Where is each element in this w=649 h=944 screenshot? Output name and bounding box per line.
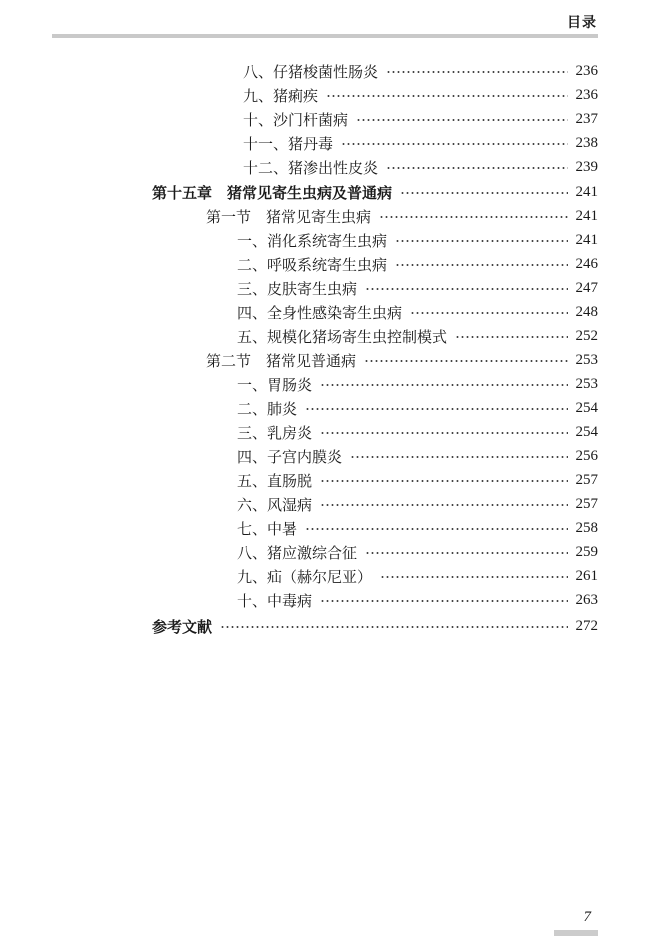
toc-entry-label: 二、肺炎 (237, 399, 298, 418)
toc-leader-dots (365, 552, 567, 554)
toc-leader-dots (395, 264, 567, 266)
toc-entry-label: 二、呼吸系统寄生虫病 (237, 255, 388, 274)
toc-entry-page-number: 253 (575, 375, 598, 392)
toc-leader-dots (320, 432, 567, 434)
toc-chapter-row[interactable] (152, 181, 598, 203)
toc-entry-row[interactable] (237, 565, 598, 587)
toc-entry-row[interactable] (237, 301, 598, 323)
toc-entry-row[interactable] (237, 229, 598, 251)
toc-entry-row[interactable] (237, 253, 598, 275)
toc-entry-row[interactable] (237, 469, 598, 491)
toc-entry-page-number: 239 (575, 158, 598, 175)
toc-entry-page-number: 258 (575, 519, 598, 536)
toc-entry-label: 十、沙门杆菌病 (243, 110, 349, 129)
toc-entry-row[interactable] (243, 108, 598, 130)
toc-leader-dots (320, 600, 567, 602)
toc-entry-page-number: 261 (575, 567, 598, 584)
toc-entry-row[interactable] (243, 60, 598, 82)
toc-entry-row[interactable] (237, 493, 598, 515)
toc-leader-dots (386, 71, 567, 73)
toc-entry-label: 第二节 猪常见普通病 (206, 351, 357, 370)
toc-entry-label: 五、直肠脱 (237, 471, 313, 490)
toc-entry-page-number: 254 (575, 399, 598, 416)
toc-entry-page-number: 256 (575, 447, 598, 464)
toc-entry-label: 八、仔猪梭菌性肠炎 (243, 62, 379, 81)
toc-entry-row[interactable] (237, 373, 598, 395)
toc-leader-dots (341, 143, 567, 145)
toc-entry-label: 五、规模化猪场寄生虫控制模式 (237, 327, 448, 346)
toc-entry-row[interactable] (237, 589, 598, 611)
toc-entry-row[interactable] (243, 84, 598, 106)
toc-section-row[interactable] (206, 205, 598, 227)
toc-leader-dots (320, 384, 567, 386)
toc-entry-page-number: 257 (575, 495, 598, 512)
toc-leader-dots (379, 216, 567, 218)
toc-leader-dots (455, 336, 567, 338)
toc-entry-page-number: 241 (575, 231, 598, 248)
toc-entry-page-number: 241 (575, 207, 598, 224)
toc-entry-label: 第一节 猪常见寄生虫病 (206, 207, 372, 226)
toc-entry-page-number: 272 (575, 617, 598, 634)
toc-leader-dots (364, 360, 567, 362)
toc-entry-row[interactable] (237, 445, 598, 467)
toc-leader-dots (305, 408, 567, 410)
toc-entry-label: 十一、猪丹毒 (243, 134, 334, 153)
toc-entry-label: 三、乳房炎 (237, 423, 313, 442)
toc-leader-dots (386, 167, 567, 169)
toc-entry-row[interactable] (237, 397, 598, 419)
toc-leader-dots (220, 626, 567, 628)
toc-entry-page-number: 257 (575, 471, 598, 488)
toc-leader-dots (356, 119, 567, 121)
toc-entry-page-number: 253 (575, 351, 598, 368)
toc-entry-page-number: 252 (575, 327, 598, 344)
toc-leader-dots (326, 95, 567, 97)
toc-leader-dots (380, 576, 567, 578)
toc-entry-label: 九、猪痢疾 (243, 86, 319, 105)
toc-entry-label: 一、消化系统寄生虫病 (237, 231, 388, 250)
toc-section-row[interactable] (206, 349, 598, 371)
toc-entry-label: 四、全身性感染寄生虫病 (237, 303, 403, 322)
toc-entry-label: 三、皮肤寄生虫病 (237, 279, 358, 298)
toc-entry-label: 九、疝（赫尔尼亚） (237, 567, 373, 586)
toc-entry-row[interactable] (237, 517, 598, 539)
toc-chapter-row[interactable] (152, 615, 598, 637)
toc-entry-label: 第十五章 猪常见寄生虫病及普通病 (152, 183, 393, 202)
toc-leader-dots (410, 312, 567, 314)
toc-entry-label: 四、子宫内膜炎 (237, 447, 343, 466)
toc-entry-page-number: 263 (575, 591, 598, 608)
toc-entry-label: 八、猪应激综合征 (237, 543, 358, 562)
toc-entry-page-number: 259 (575, 543, 598, 560)
toc-entry-page-number: 241 (575, 183, 598, 200)
toc-entry-page-number: 236 (575, 62, 598, 79)
page-number: 7 (583, 909, 591, 925)
toc-leader-dots (305, 528, 567, 530)
toc-entry-label: 十二、猪渗出性皮炎 (243, 158, 379, 177)
toc-leader-dots (320, 480, 567, 482)
running-header-title: 目录 (567, 15, 597, 31)
toc-entry-label: 参考文献 (152, 617, 213, 636)
toc-entry-label: 一、胃肠炎 (237, 375, 313, 394)
toc-entry-page-number: 246 (575, 255, 598, 272)
toc-entry-label: 七、中暑 (237, 519, 298, 538)
toc-entry-page-number: 247 (575, 279, 598, 296)
toc-entry-row[interactable] (243, 156, 598, 178)
header-rule (52, 34, 598, 38)
toc-entry-row[interactable] (243, 132, 598, 154)
toc-leader-dots (365, 288, 567, 290)
toc-entry-row[interactable] (237, 325, 598, 347)
toc-entry-row[interactable] (237, 277, 598, 299)
toc-entry-page-number: 237 (575, 110, 598, 127)
toc-entry-page-number: 238 (575, 134, 598, 151)
toc-leader-dots (395, 240, 567, 242)
toc-entry-row[interactable] (237, 421, 598, 443)
toc-entry-page-number: 248 (575, 303, 598, 320)
toc-entry-page-number: 254 (575, 423, 598, 440)
toc-entry-label: 十、中毒病 (237, 591, 313, 610)
footer-bar (554, 930, 598, 936)
toc-leader-dots (350, 456, 567, 458)
toc-entry-row[interactable] (237, 541, 598, 563)
toc-entry-page-number: 236 (575, 86, 598, 103)
toc-entry-label: 六、风湿病 (237, 495, 313, 514)
toc-leader-dots (400, 192, 567, 194)
toc-leader-dots (320, 504, 567, 506)
